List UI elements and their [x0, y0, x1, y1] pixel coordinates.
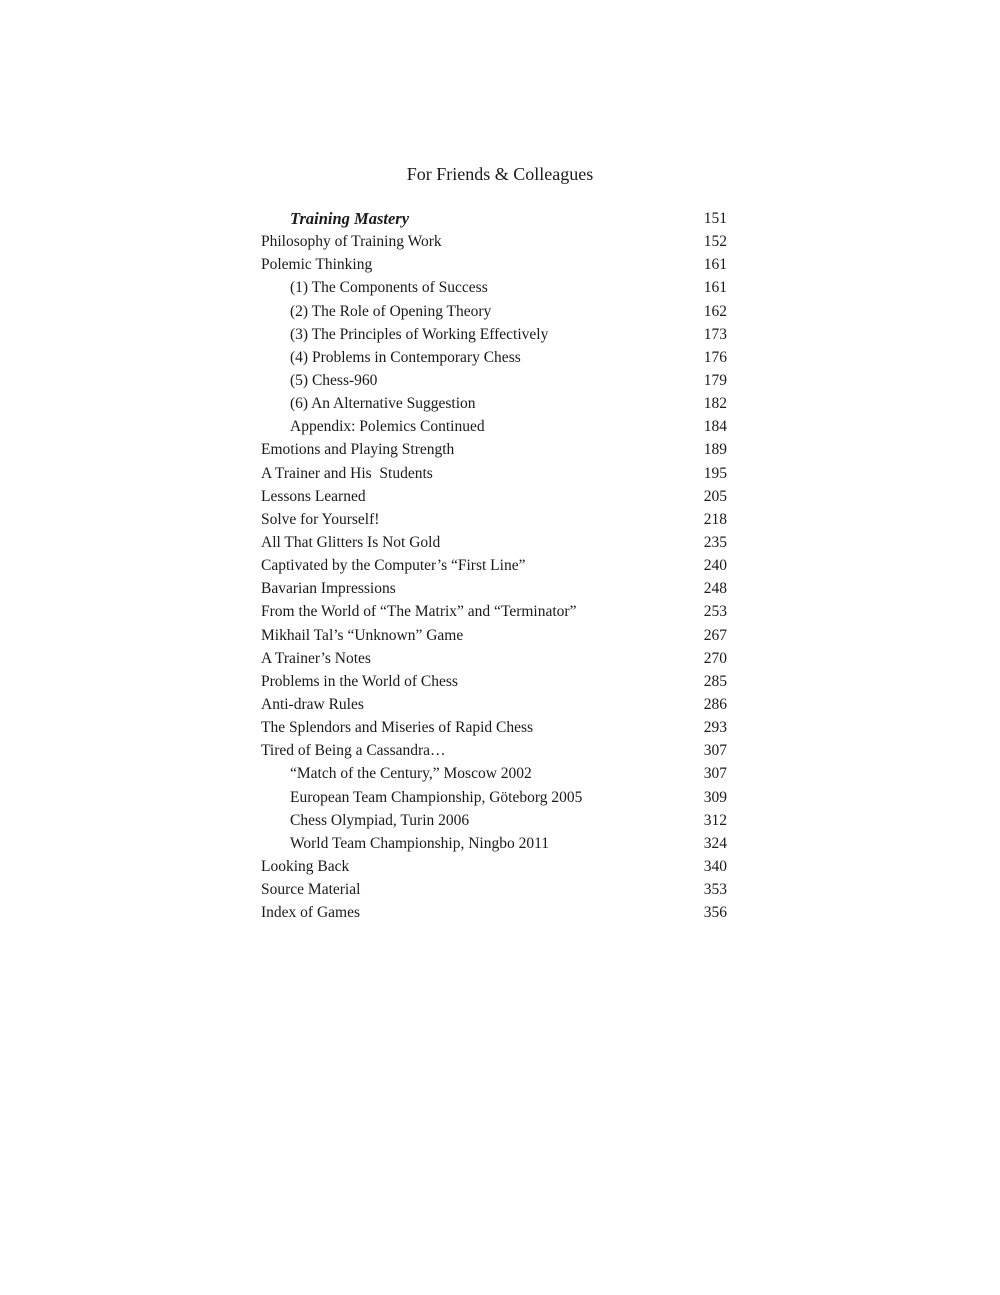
toc-entry-page-number: 248 [703, 580, 727, 598]
toc-entry-page-number: 253 [703, 603, 727, 621]
toc-entry [261, 716, 727, 739]
toc-entry [261, 670, 727, 693]
toc-entry-title: Tired of Being a Cassandra… [261, 742, 446, 760]
toc-entry [261, 647, 727, 670]
toc-entry-page-number: 356 [703, 904, 727, 922]
toc-entry-title: Training Mastery [290, 209, 410, 228]
toc-entry-page-number: 270 [703, 649, 727, 667]
toc-entry-page-number: 324 [703, 834, 727, 852]
toc-entry-page-number: 293 [703, 719, 727, 737]
toc-entry-title: (6) An Alternative Suggestion [290, 395, 476, 413]
toc-entry-title: (2) The Role of Opening Theory [290, 302, 492, 320]
toc-entry-page-number: 173 [703, 325, 727, 343]
toc-entry-title: Solve for Yourself! [261, 510, 380, 528]
toc-entry-page-number: 176 [703, 348, 727, 366]
toc-entry-title: Source Material [261, 881, 361, 899]
toc-entry [261, 300, 727, 323]
toc-entry-title: (4) Problems in Contemporary Chess [290, 348, 521, 366]
toc-entry [261, 346, 727, 369]
toc-entry-page-number: 235 [703, 533, 727, 551]
toc-entry [261, 462, 727, 485]
toc-entry-page-number: 286 [703, 695, 727, 713]
toc-entry-title: Mikhail Tal’s “Unknown” Game [261, 626, 464, 644]
toc-entry-title: European Team Championship, Göteborg 2005 [290, 788, 583, 806]
toc-entry [261, 508, 727, 531]
toc-entry [261, 554, 727, 577]
toc-entry-page-number: 151 [703, 210, 727, 227]
toc-entry [261, 323, 727, 346]
toc-entry [261, 809, 727, 832]
toc-entry-page-number: 152 [703, 233, 727, 251]
toc-entry-page-number: 340 [703, 857, 727, 875]
toc-entry-page-number: 307 [703, 742, 727, 760]
toc-entry-page-number: 218 [703, 510, 727, 528]
toc-entry-title: Lessons Learned [261, 487, 366, 505]
toc-entry-page-number: 161 [703, 279, 727, 297]
toc-entry-title: From the World of “The Matrix” and “Terminator” [261, 603, 577, 621]
toc-entry [261, 901, 727, 924]
toc-entry [261, 392, 727, 415]
toc-entry [261, 878, 727, 901]
toc-entry [261, 253, 727, 276]
toc-entry-title: Index of Games [261, 904, 360, 922]
toc-entry-page-number: 195 [703, 464, 727, 482]
toc-entry-title: (3) The Principles of Working Effectively [290, 325, 549, 343]
toc-entry [261, 832, 727, 855]
toc-entry [261, 485, 727, 508]
toc-entry [261, 739, 727, 762]
toc-entry-page-number: 307 [703, 765, 727, 783]
toc-entry-title: A Trainer and His Students [261, 464, 433, 482]
toc-entry-title: Captivated by the Computer’s “First Line” [261, 557, 526, 575]
toc-entry-page-number: 179 [703, 371, 727, 389]
toc-entry-page-number: 309 [703, 788, 727, 806]
toc-entry [261, 415, 727, 438]
toc-entry [261, 855, 727, 878]
toc-entry [261, 693, 727, 716]
toc-entry-title: “Match of the Century,” Moscow 2002 [290, 765, 532, 783]
toc-entry-title: All That Glitters Is Not Gold [261, 533, 441, 551]
toc-entry-title: Bavarian Impressions [261, 580, 396, 598]
toc-entry-title: Looking Back [261, 857, 350, 875]
toc-entry-page-number: 189 [703, 441, 727, 459]
toc-entry-page-number: 267 [703, 626, 727, 644]
toc-entry-page-number: 205 [703, 487, 727, 505]
table-of-contents [261, 207, 727, 924]
toc-entry-page-number: 285 [703, 672, 727, 690]
running-head: For Friends & Colleagues [406, 164, 594, 184]
toc-entry-title: A Trainer’s Notes [261, 649, 371, 667]
toc-entry-title: Problems in the World of Chess [261, 672, 458, 690]
toc-entry [261, 762, 727, 785]
toc-entry-title: (1) The Components of Success [290, 279, 488, 297]
toc-entry-page-number: 182 [703, 395, 727, 413]
toc-entry-title: Philosophy of Training Work [261, 233, 442, 251]
toc-entry-title: Emotions and Playing Strength [261, 441, 455, 459]
toc-entry-title: Appendix: Polemics Continued [290, 418, 485, 436]
toc-entry [261, 786, 727, 809]
toc-entry-page-number: 184 [703, 418, 727, 436]
toc-section-heading [261, 207, 727, 230]
toc-entry [261, 230, 727, 253]
toc-entry [261, 600, 727, 623]
toc-entry-title: The Splendors and Miseries of Rapid Chess [261, 719, 534, 737]
toc-entry [261, 577, 727, 600]
toc-entry [261, 438, 727, 461]
toc-entry-page-number: 353 [703, 881, 727, 899]
toc-entry-title: Chess Olympiad, Turin 2006 [290, 811, 470, 829]
toc-entry [261, 276, 727, 299]
toc-entry [261, 531, 727, 554]
toc-entry [261, 369, 727, 392]
toc-entry-title: Anti-draw Rules [261, 695, 364, 713]
toc-entry-title: World Team Championship, Ningbo 2011 [290, 834, 549, 852]
toc-entry-page-number: 240 [703, 557, 727, 575]
toc-entry-page-number: 312 [703, 811, 727, 829]
toc-entry-title: Polemic Thinking [261, 256, 373, 274]
toc-entry-page-number: 162 [703, 302, 727, 320]
toc-entry-title: (5) Chess-960 [290, 371, 378, 389]
toc-entry [261, 624, 727, 647]
toc-entry-page-number: 161 [703, 256, 727, 274]
